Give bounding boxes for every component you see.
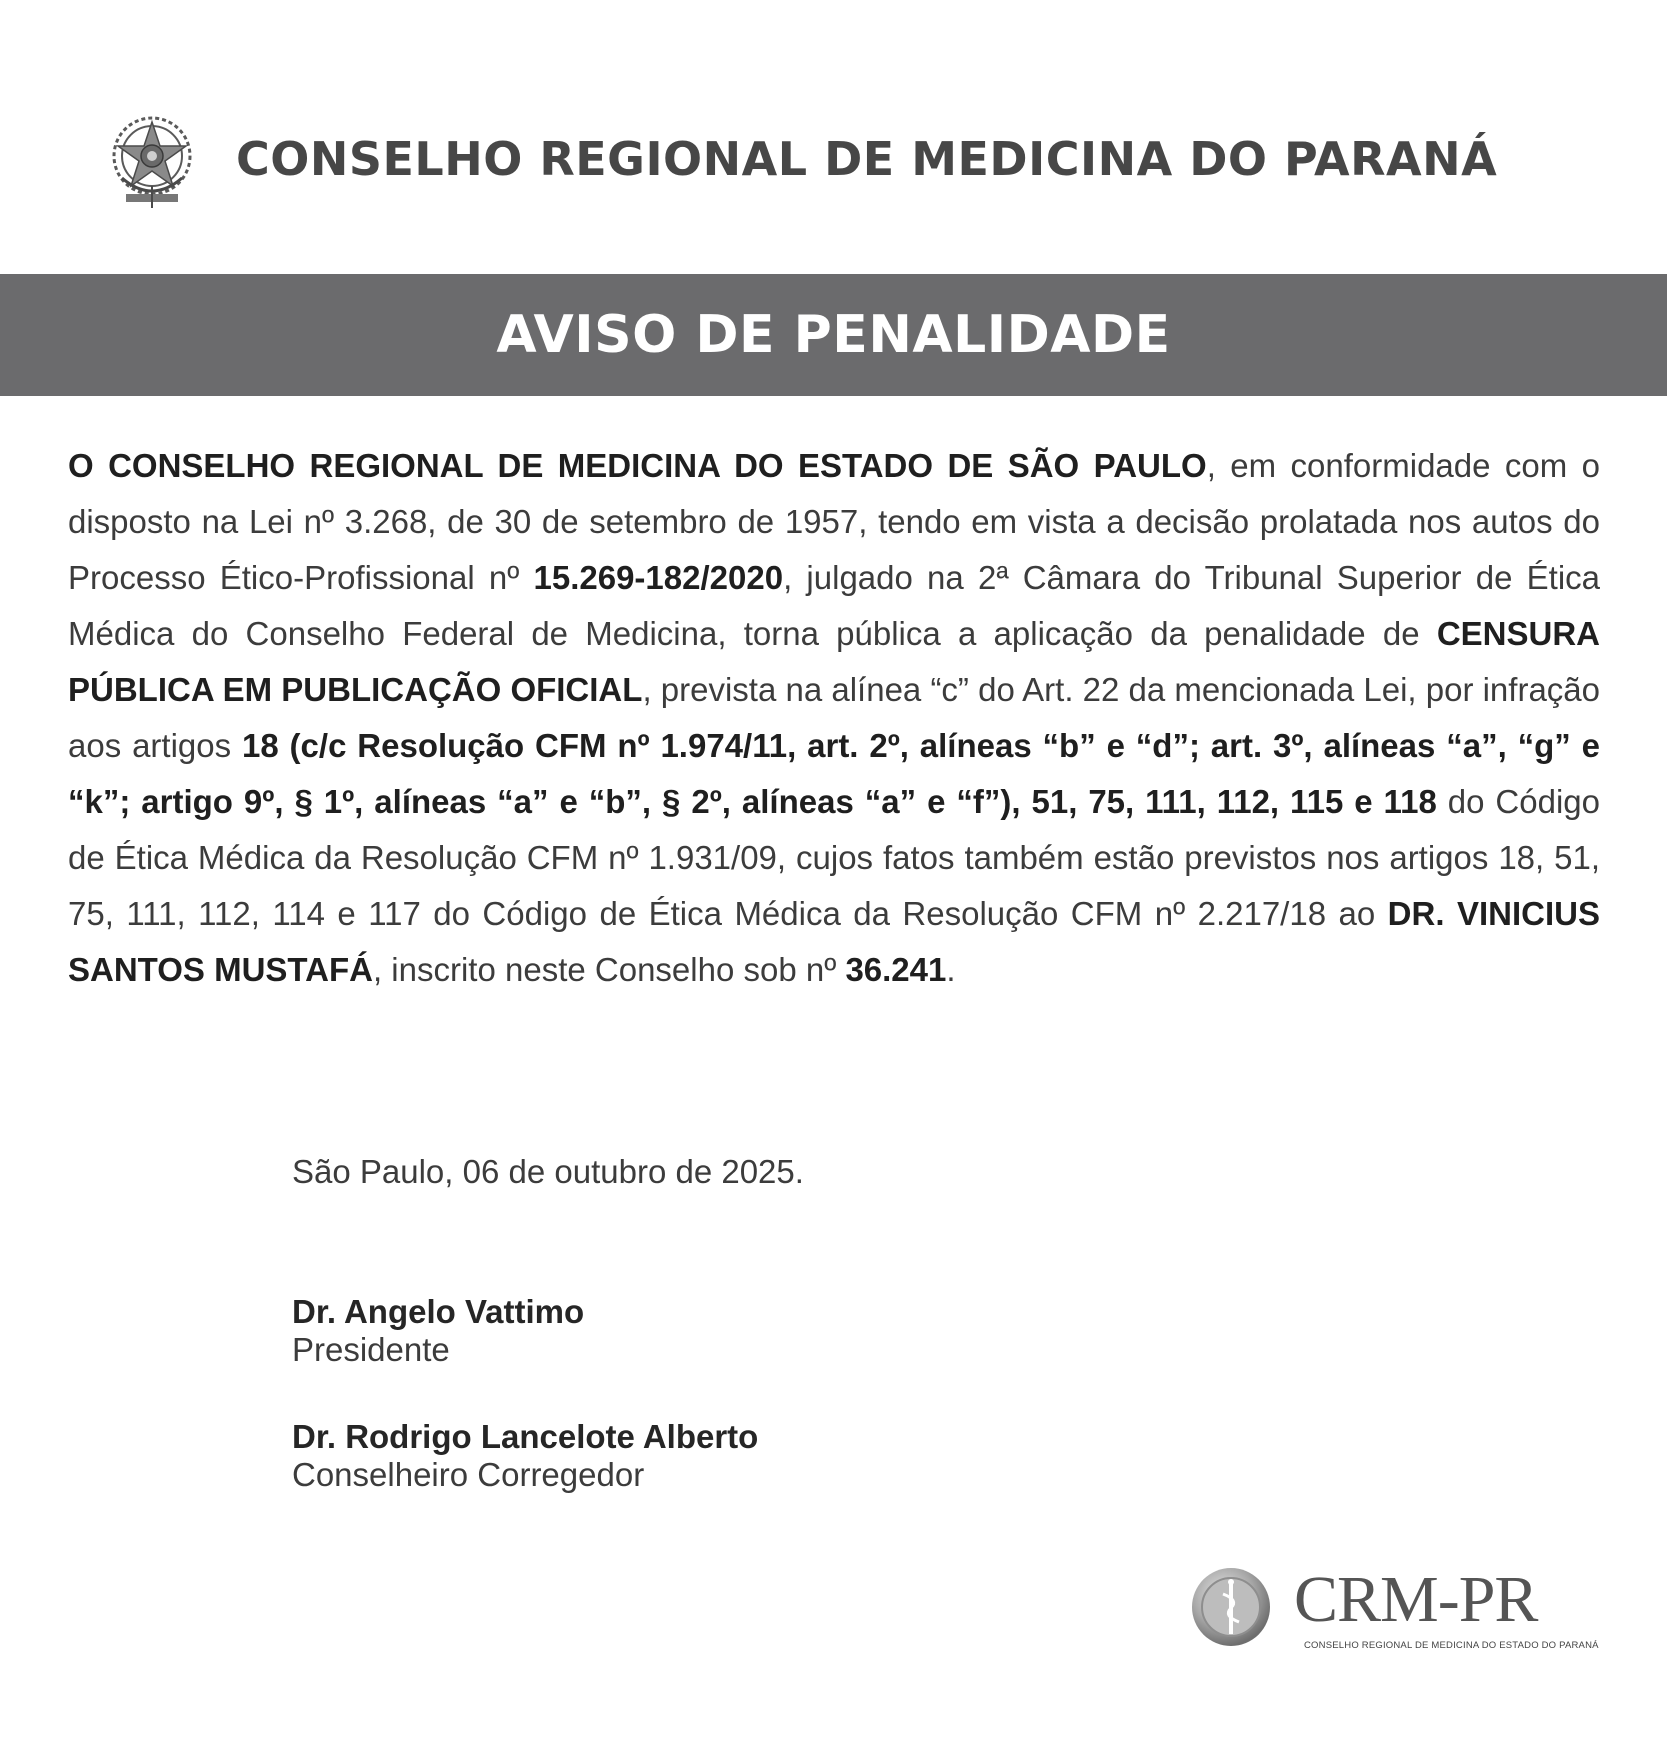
banner-title: AVISO DE PENALIDADE bbox=[496, 305, 1171, 365]
signer-role: Presidente bbox=[292, 1331, 450, 1368]
body-text-4: do Código de Ética Médica da Resolução CFM nº 1.931/09, cujos fatos também estão previstos nos artigos 18, 51, 75, 111, 112, 114 e 117 do Código de Ética Médica da Resolução CFM nº 2.217/18 ao bbox=[68, 783, 1600, 932]
date-line: São Paulo, 06 de outubro de 2025. bbox=[292, 1153, 804, 1190]
registration-number: 36.241 bbox=[845, 951, 947, 988]
signer-president bbox=[292, 1293, 584, 1369]
body-text-3: , prevista na alínea “c” do Art. 22 da mencionada Lei, por infração aos artigos bbox=[68, 671, 1601, 764]
body-text-2: , julgado na 2ª Câmara do Tribunal Superior de Ética Médica do Conselho Federal de Medicina, torna pública a aplicação da penalidade de bbox=[68, 559, 1600, 652]
signer-name: Dr. Rodrigo Lancelote Alberto bbox=[292, 1418, 759, 1455]
signer-role: Conselheiro Corregedor bbox=[292, 1456, 645, 1493]
signer-name: Dr. Angelo Vattimo bbox=[292, 1293, 585, 1330]
process-number: 15.269-182/2020 bbox=[533, 559, 784, 596]
infringed-articles: 18 (c/c Resolução CFM nº 1.974/11, art. 2º, alíneas “b” e “d”; art. 3º, alíneas “a”, “g” e “k”; artigo 9º, § 1º, alíneas “a” e “b”, § 2º, alíneas “a” e “f”), 51, 75, 111, 112, 115 e 118 bbox=[68, 727, 1600, 820]
document-header bbox=[0, 100, 1667, 240]
coat-of-arms-icon bbox=[100, 108, 204, 212]
header-title: CONSELHO REGIONAL DE MEDICINA DO PARANÁ bbox=[236, 132, 1498, 186]
crm-pr-logo bbox=[1190, 1560, 1599, 1660]
penalty-name: CENSURA PÚBLICA EM PUBLICAÇÃO OFICIAL bbox=[68, 615, 1600, 708]
title-banner bbox=[0, 274, 1667, 396]
body-text-1: , em conformidade com o disposto na Lei nº 3.268, de 30 de setembro de 1957, tendo em vista a decisão prolatada nos autos do Processo Ético-Profissional nº bbox=[68, 447, 1600, 596]
logo-text: CRM-PR bbox=[1294, 1563, 1538, 1636]
doctor-name: DR. VINICIUS SANTOS MUSTAFÁ bbox=[68, 895, 1600, 988]
notice-body bbox=[68, 438, 1600, 998]
logo-subtitle: CONSELHO REGIONAL DE MEDICINA DO ESTADO DO PARANÁ bbox=[1304, 1640, 1599, 1651]
council-name: O CONSELHO REGIONAL DE MEDICINA DO ESTADO DE SÃO PAULO bbox=[68, 447, 1207, 484]
body-text-end: . bbox=[946, 951, 956, 988]
caduceus-icon bbox=[1190, 1566, 1272, 1648]
body-text-5: , inscrito neste Conselho sob nº bbox=[372, 951, 846, 988]
signer-corregedor bbox=[292, 1418, 758, 1494]
